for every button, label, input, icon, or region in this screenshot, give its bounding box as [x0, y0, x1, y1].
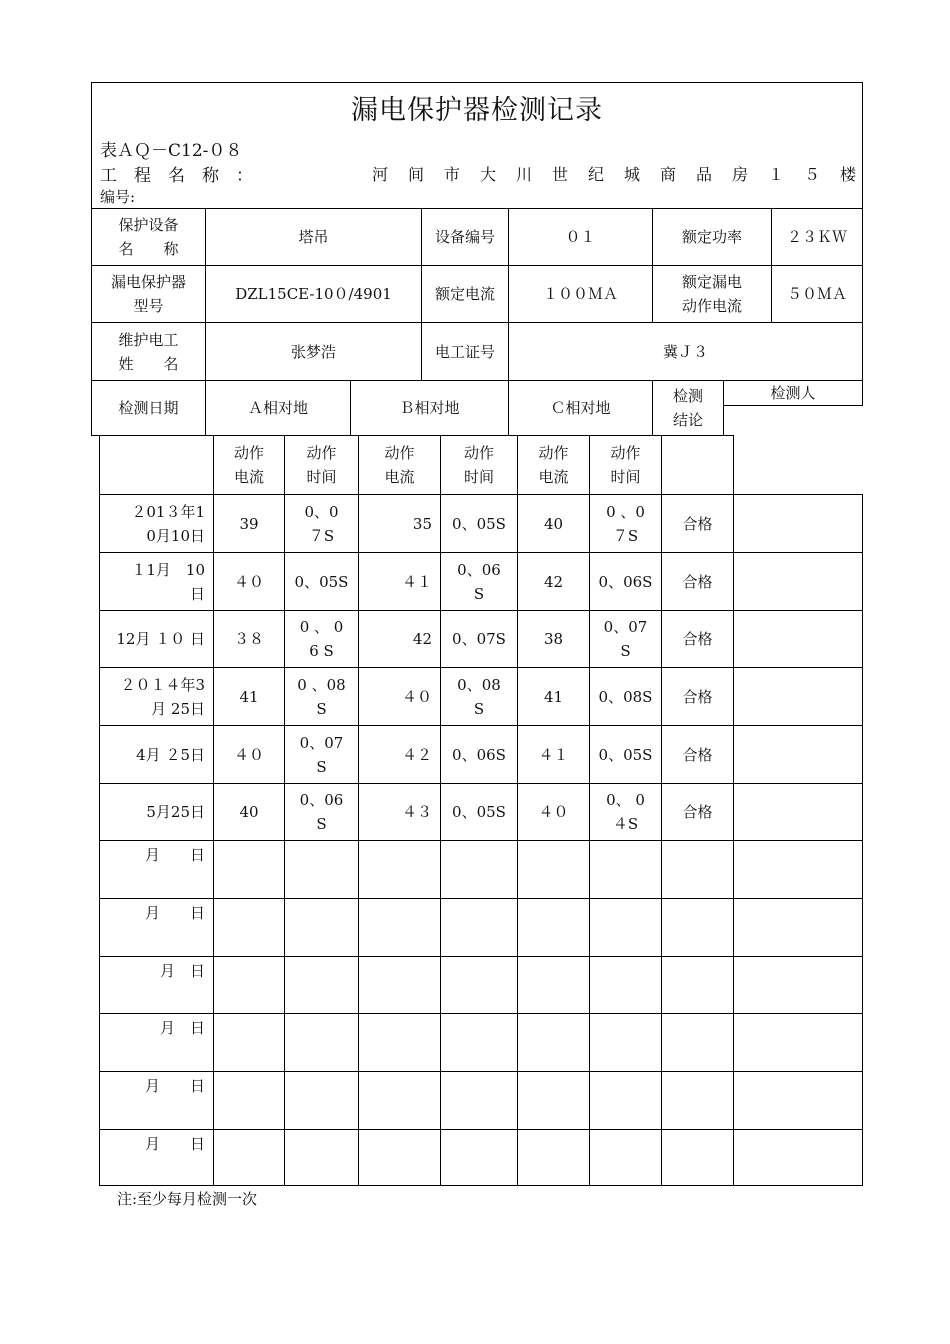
b-current-cell	[358, 1013, 441, 1072]
a-time-cell: 0 、08 S	[284, 667, 359, 726]
a-current-cell	[213, 840, 285, 899]
a-time-subheader: 动作 时间	[284, 435, 359, 495]
result-cell	[661, 1071, 734, 1130]
c-time-cell	[589, 1071, 662, 1130]
a-current-cell	[213, 956, 285, 1014]
c-current-cell: 40	[517, 494, 590, 553]
b-time-cell: 0、07S	[440, 610, 518, 668]
b-current-cell	[358, 1071, 441, 1130]
b-time-cell: 0、05S	[440, 783, 518, 841]
c-current-cell	[517, 1013, 590, 1072]
c-time-cell	[589, 840, 662, 899]
rated-current-label: 额定电流	[421, 265, 509, 323]
inspector-cell	[733, 840, 863, 899]
rated-leak: ５０ＭＡ	[771, 265, 863, 323]
form-number: 表ＡＱ－C12-０８	[100, 141, 243, 161]
inspector-cell	[733, 667, 863, 726]
project-label: 工 程 名 称 ：	[100, 166, 253, 186]
c-time-cell: 0、06S	[589, 552, 662, 611]
c-current-cell: 41	[517, 667, 590, 726]
b-current-cell: ４３	[358, 783, 441, 841]
c-time-cell: 0 、0 ７S	[589, 494, 662, 553]
device-no-label: 设备编号	[421, 208, 509, 266]
b-time-cell: 0、05S	[440, 494, 518, 553]
a-time-cell: 0、05S	[284, 552, 359, 611]
date-cell: 月 日	[99, 1013, 214, 1072]
inspector-header: 检测人	[723, 380, 863, 406]
date-header: 检测日期	[91, 380, 206, 436]
rated-power: ２３ＫＷ	[771, 208, 863, 266]
a-time-cell	[284, 1013, 359, 1072]
a-time-cell	[284, 956, 359, 1014]
cert-number: 冀Ｊ３	[508, 322, 863, 381]
a-current-cell	[213, 898, 285, 957]
c-current-subheader: 动作 电流	[517, 435, 590, 495]
model-label: 漏电保护器 型号	[91, 265, 206, 323]
b-time-cell: 0、06 S	[440, 552, 518, 611]
inspector-cell	[733, 783, 863, 841]
result-cell	[661, 1129, 734, 1186]
b-time-cell	[440, 1013, 518, 1072]
date-cell: 月 日	[99, 840, 214, 899]
b-current-cell: ４２	[358, 725, 441, 784]
a-time-cell	[284, 1129, 359, 1186]
inspector-cell	[733, 725, 863, 784]
date-cell: ２０１４年3 月 25日	[99, 667, 214, 726]
inspector-cell	[733, 1013, 863, 1072]
rated-current: １００ＭＡ	[508, 265, 653, 323]
c-time-cell	[589, 898, 662, 957]
a-phase-header: Ａ相对地	[205, 380, 351, 436]
b-phase-header: Ｂ相对地	[350, 380, 509, 436]
electrician-label: 维护电工 姓 名	[91, 322, 206, 381]
b-current-cell: 35	[358, 494, 441, 553]
a-time-cell: 0、06 S	[284, 783, 359, 841]
b-time-cell: 0、06S	[440, 725, 518, 784]
c-time-cell: 0、05S	[589, 725, 662, 784]
a-current-cell: ４０	[213, 725, 285, 784]
c-time-cell	[589, 956, 662, 1014]
c-current-cell	[517, 898, 590, 957]
result-cell	[661, 1013, 734, 1072]
b-current-subheader: 动作 电流	[358, 435, 441, 495]
date-cell: 月 日	[99, 956, 214, 1014]
b-time-subheader: 动作 时间	[440, 435, 518, 495]
b-time-cell	[440, 1071, 518, 1130]
a-current-cell	[213, 1129, 285, 1186]
date-cell: 4月 ２5日	[99, 725, 214, 784]
c-current-cell	[517, 1129, 590, 1186]
a-current-cell: 40	[213, 783, 285, 841]
a-current-cell	[213, 1071, 285, 1130]
a-time-cell	[284, 1071, 359, 1130]
result-cell	[661, 898, 734, 957]
date-cell: １1月 10 日	[99, 552, 214, 611]
inspector-cell	[733, 1071, 863, 1130]
inspector-cell	[733, 1129, 863, 1186]
c-time-cell: 0、07 S	[589, 610, 662, 668]
date-cell: 5月25日	[99, 783, 214, 841]
c-time-cell: 0、08S	[589, 667, 662, 726]
result-header: 检测 结论	[652, 380, 724, 436]
inspector-cell	[733, 494, 863, 553]
b-current-cell	[358, 898, 441, 957]
result-cell: 合格	[661, 725, 734, 784]
b-current-cell: ４１	[358, 552, 441, 611]
b-time-cell	[440, 1129, 518, 1186]
c-current-cell: 42	[517, 552, 590, 611]
device-name-label: 保护设备 名 称	[91, 208, 206, 266]
b-time-cell	[440, 898, 518, 957]
footnote: 注:至少每月检测一次	[117, 1190, 258, 1208]
rated-leak-label: 额定漏电 动作电流	[652, 265, 772, 323]
a-time-cell	[284, 840, 359, 899]
inspector-cell	[733, 898, 863, 957]
electrician-name: 张梦浩	[205, 322, 422, 381]
a-current-cell: ３８	[213, 610, 285, 668]
a-current-subheader: 动作 电流	[213, 435, 285, 495]
c-current-cell	[517, 1071, 590, 1130]
number-label: 编号:	[100, 188, 136, 206]
device-no: ０１	[508, 208, 653, 266]
c-time-subheader: 动作 时间	[589, 435, 662, 495]
a-current-cell: 41	[213, 667, 285, 726]
a-current-cell: ４０	[213, 552, 285, 611]
date-cell: 月 日	[99, 1071, 214, 1130]
c-current-cell: 38	[517, 610, 590, 668]
result-cell: 合格	[661, 552, 734, 611]
rated-power-label: 额定功率	[652, 208, 772, 266]
b-current-cell: ４０	[358, 667, 441, 726]
c-current-cell	[517, 840, 590, 899]
b-time-cell	[440, 840, 518, 899]
result-cell	[661, 956, 734, 1014]
result-cell	[661, 840, 734, 899]
date-cell: 月 日	[99, 898, 214, 957]
a-current-cell	[213, 1013, 285, 1072]
device-name: 塔吊	[205, 208, 422, 266]
c-time-cell	[589, 1013, 662, 1072]
result-subheader-empty	[661, 435, 734, 495]
a-time-cell: 0、07 S	[284, 725, 359, 784]
c-phase-header: Ｃ相对地	[508, 380, 653, 436]
result-cell: 合格	[661, 610, 734, 668]
inspector-cell	[733, 552, 863, 611]
cert-label: 电工证号	[421, 322, 509, 381]
b-current-cell	[358, 840, 441, 899]
c-current-cell: ４１	[517, 725, 590, 784]
b-current-cell: 42	[358, 610, 441, 668]
document-title: 漏电保护器检测记录	[351, 95, 603, 126]
result-cell: 合格	[661, 667, 734, 726]
a-time-cell	[284, 898, 359, 957]
date-cell: 月 日	[99, 1129, 214, 1186]
a-current-cell: 39	[213, 494, 285, 553]
b-current-cell	[358, 956, 441, 1014]
date-cell: ２01３年1 0月10日	[99, 494, 214, 553]
result-cell: 合格	[661, 494, 734, 553]
c-current-cell	[517, 956, 590, 1014]
a-time-cell: 0、0 ７S	[284, 494, 359, 553]
date-cell: 12月 １０ 日	[99, 610, 214, 668]
b-time-cell: 0、08 S	[440, 667, 518, 726]
model: DZL15CE-10０/4901	[205, 265, 422, 323]
project-name: 河 间 市 大 川 世 纪 城 商 品 房 １ ５ 楼	[372, 165, 856, 184]
b-current-cell	[358, 1129, 441, 1186]
c-current-cell: ４０	[517, 783, 590, 841]
inspector-cell	[733, 610, 863, 668]
a-time-cell: 0 、 0 6 S	[284, 610, 359, 668]
b-time-cell	[440, 956, 518, 1014]
subheader-empty	[99, 435, 214, 495]
c-time-cell	[589, 1129, 662, 1186]
inspector-cell	[733, 956, 863, 1014]
result-cell: 合格	[661, 783, 734, 841]
c-time-cell: 0、 0 ４S	[589, 783, 662, 841]
